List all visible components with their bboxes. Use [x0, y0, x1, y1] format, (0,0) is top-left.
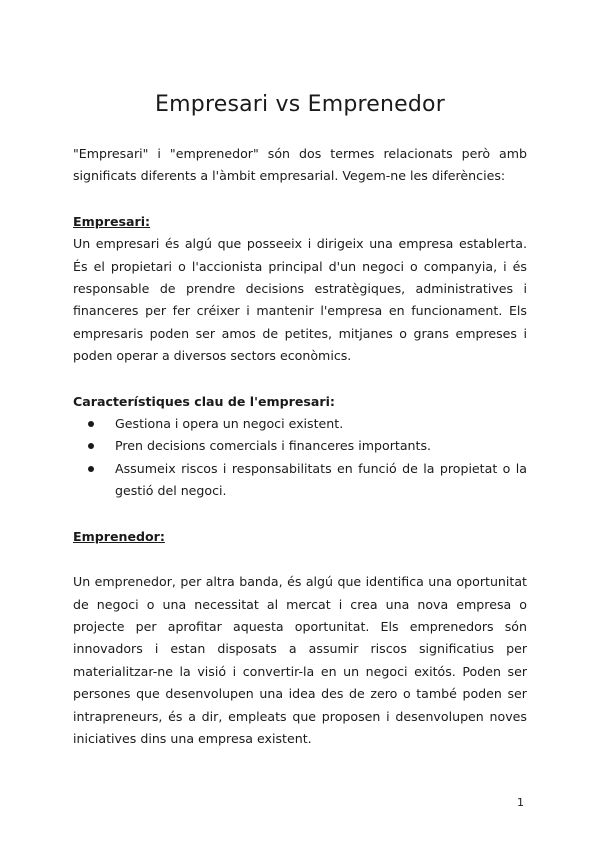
- empresari-paragraph: Un empresari és algú que posseeix i dirigeix una empresa establerta. És el propietari o l'accionista principal d'un negoci o companyia, i és responsable de prendre decisions estratègiques, administratives i financeres per fer créixer i mantenir l'empresa en funcionament. Els empresaris poden ser amos de petites, mitjanes o grans empreses i poden operar a diversos sectors econòmics.: [73, 236, 527, 364]
- document-page: [73, 0, 527, 750]
- list-item: Assumeix riscos i responsabilitats en funció de la propietat o la gestió del negoci.: [115, 458, 527, 503]
- page-number: 1: [517, 796, 524, 809]
- characteristics-heading: Característiques clau de l'empresari:: [73, 393, 335, 409]
- section-heading-empresari: Empresari:: [73, 213, 151, 229]
- page-title: Empresari vs Emprenedor: [155, 92, 445, 117]
- section-heading-emprenedor: Emprenedor:: [73, 528, 165, 544]
- emprenedor-paragraph: Un emprenedor, per altra banda, és algú que identifica una oportunitat de negoci o una necessitat al mercat i crea una nova empresa o projecte per aprofitar aquesta oportunitat. Els emprenedors són innovadors i estan disposats a assumir riscos significatius per materialitzar-ne la visió i convertir-la en un negoci exitós. Poden ser persones que desenvolupen una idea des de zero o també poden ser intrapreneurs, és a dir, empleats que proposen i desenvolupen noves iniciatives dins una empresa existent.: [73, 574, 527, 746]
- list-item: Gestiona i opera un negoci existent.: [115, 413, 527, 435]
- characteristics-list: [73, 413, 527, 503]
- list-item: Pren decisions comercials i financeres importants.: [115, 435, 527, 457]
- intro-paragraph: "Empresari" i "emprenedor" són dos termes relacionats però amb significats diferents a l'àmbit empresarial. Vegem-ne les diferències:: [73, 146, 527, 184]
